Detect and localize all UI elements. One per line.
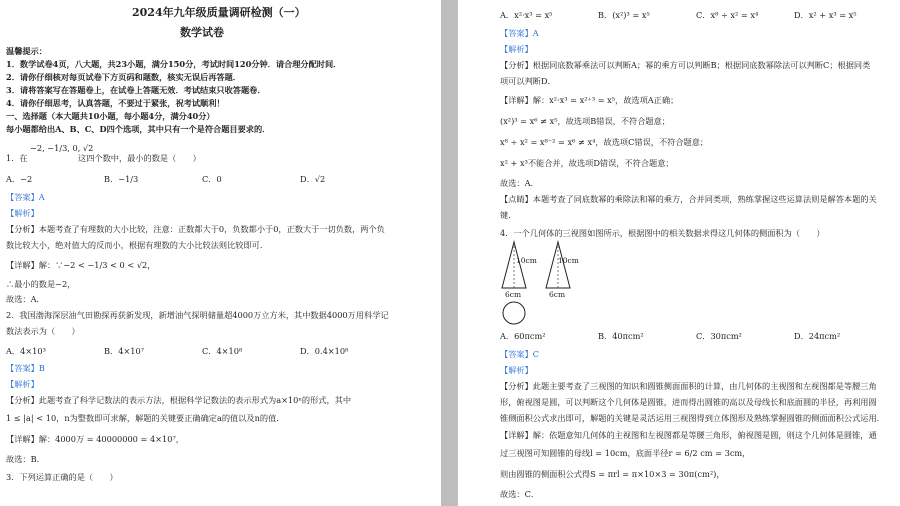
notice-2: 2．请你仔细核对每页试卷下方页码和题数，核实无误后再答题． [6,72,241,82]
q4-option-b: B．40πcm² [598,331,644,341]
q2-fenxi-2: 1 ≤ |a| < 10，n为整数即可求解，解题的关键要正确确定a的值以及n的值． [6,413,285,423]
q2-analysis-label: 【解析】 [6,379,39,389]
q2-fenxi-1: 【分析】此题考查了科学记数法的表示方法，根据科学记数法的表示形式为a×10ⁿ的形式，其中 [6,395,352,405]
q1-option-d: D．√2 [300,174,326,184]
page-subtitle: 数学试卷 [180,26,224,39]
q1-analysis-label: 【解析】 [6,208,39,218]
q1-stem-suffix: 这四个数中，最小的数是（ ） [78,153,201,163]
q4-analysis-label: 【解析】 [500,365,533,375]
q1-fenxi-1: 【分析】本题考查了有理数的大小比较，注意：正数都大于0，负数都小于0，正数大于一切负数，两个负 [6,224,385,234]
q1-conclusion-2: 故选：A． [6,294,45,304]
q2-answer: 【答案】B [6,363,45,373]
q3-option-b: B．(x²)³ = x⁵ [598,10,650,20]
q2-xiangjie: 【详解】解：4000万 = 40000000 = 4×10⁷， [6,434,184,444]
q2-conclusion: 故选：B． [6,454,45,464]
q1-option-a: A．−2 [6,174,33,184]
side-view-base-label: 6cm [549,290,566,299]
q3-fenxi-2: 项可以判断D． [500,76,556,86]
q3-conclusion: 故选：A． [500,178,539,188]
side-view-side-label: 10cm [558,256,579,265]
q3-dianjing-2: 键． [500,210,517,220]
q4-fenxi-3: 锥侧面积公式求出即可，解题的关键是灵活运用三视图得到立体图形及熟练掌握圆锥的侧面面积公式运用． [500,413,885,423]
q2-option-d: D．0.4×10⁸ [300,346,349,356]
q4-xiangjie-2: 过三视图可知圆锥的母线l = 10cm，底面半径r = 6/2 cm = 3cm， [500,448,751,458]
q4-fenxi-2: 形，俯视图是圆，可以判断这个几何体是圆锥，进而得出圆锥的高以及母线长和底面圆的半径，再利用圆 [500,397,877,407]
q3-xiangjie-3: x⁸ ÷ x² = x⁸⁻² = x⁶ ≠ x⁴，故选项C错误，不符合题意； [500,137,709,147]
three-view-figure [494,240,604,328]
page-title: 2024年九年级质量调研检测（一） [132,6,306,19]
q4-conclusion: 故选：C． [500,489,540,499]
q2-option-b: B．4×10⁷ [104,346,144,356]
front-view-side-label: 10cm [516,256,537,265]
q3-xiangjie-1: 【详解】解：x²·x³ = x²⁺³ = x⁵，故选项A正确； [500,95,679,105]
q1-stem-prefix: 1．在 [6,153,28,163]
notice-heading: 温馨提示： [6,46,47,56]
q1-conclusion-1: ∴最小的数是−2， [6,279,76,289]
q1-option-c: C．0 [202,174,222,184]
q3-answer: 【答案】A [500,28,539,38]
q1-fenxi-2: 数比较大小，绝对值大的反而小，根据有理数的大小比较法则比较即可． [6,240,269,250]
q3-dianjing-1: 【点睛】本题考查了同底数幂的乘除法和幂的乘方，合并同类项，熟练掌握这些运算法则是解答本题的关 [500,194,877,204]
top-view-circle [503,302,525,324]
q3-stem: 3．下列运算正确的是（ ） [6,472,118,482]
front-view-base-label: 6cm [505,290,522,299]
q1-option-b: B．−1/3 [104,174,139,184]
q4-answer: 【答案】C [500,349,540,359]
section-heading: 一、选择题（本大题共10小题，每小题4分，满分40分） [6,111,215,121]
q4-stem: 4．一个几何体的三视图如图所示，根据图中的相关数据求得这几何体的侧面积为（ ） [500,228,825,238]
notice-4: 4．请你仔细思考，认真答题，不要过于紧张，祝考试顺利！ [6,98,225,108]
q4-fenxi-1: 【分析】此题主要考查了三视图的知识和圆锥侧面面积的计算，由几何体的主视图和左视图都是等腰三角 [500,381,877,391]
q4-option-c: C．30πcm² [696,331,742,341]
q2-option-a: A．4×10³ [6,346,46,356]
q3-fenxi-1: 【分析】根据同底数幂乘法可以判断A；幂的乘方可以判断B；根据同底数幂除法可以判断C；根据同类 [500,60,871,70]
q2-option-c: C．4×10⁸ [202,346,243,356]
q3-option-c: C．x⁸ ÷ x² = x⁴ [696,10,759,20]
q4-xiangjie-1: 【详解】解：依题意知几何体的主视图和左视图都是等腰三角形，俯视图是圆，则这个几何体是圆锥，通 [500,430,877,440]
q1-answer: 【答案】A [6,192,45,202]
q1-xiangjie: 【详解】解：∵−2 < −1/3 < 0 < √2， [6,260,156,270]
q4-option-d: D．24πcm² [794,331,841,341]
q2-stem-1: 2．我国渤海深层油气田勘探再获新发现，新增油气探明储量超4000万立方米，其中数据4000万用科学记 [6,310,389,320]
right-page [458,0,900,506]
q3-option-a: A．x²·x³ = x⁵ [500,10,553,20]
q3-analysis-label: 【解析】 [500,44,533,54]
q3-option-d: D．x² + x³ = x⁵ [794,10,857,20]
notice-1: 1．数学试卷4页，八大题，共23小题，满分150分，考试时间120分钟．请合理分配时间． [6,59,342,69]
q4-xiangjie-3: 则由圆锥的侧面积公式得S = πrl = π×10×3 = 30π(cm²)， [500,469,725,479]
q3-xiangjie-2: (x²)³ = x⁶ ≠ x⁵，故选项B错误，不符合题意； [500,116,670,126]
q1-numbers: −2, −1/3, 0, √2 [30,143,94,153]
left-page [0,0,441,506]
q3-xiangjie-4: x² + x³不能合并，故选项D错误，不符合题意； [500,158,674,168]
q2-stem-2: 数法表示为（ ） [6,326,80,336]
notice-3: 3．请将答案写在答题卷上，在试卷上答题无效．考试结束只收答题卷． [6,85,266,95]
q4-option-a: A．60πcm² [500,331,546,341]
section-desc: 每小题都给出A、B、C、D四个选项，其中只有一个是符合题目要求的． [6,124,271,134]
